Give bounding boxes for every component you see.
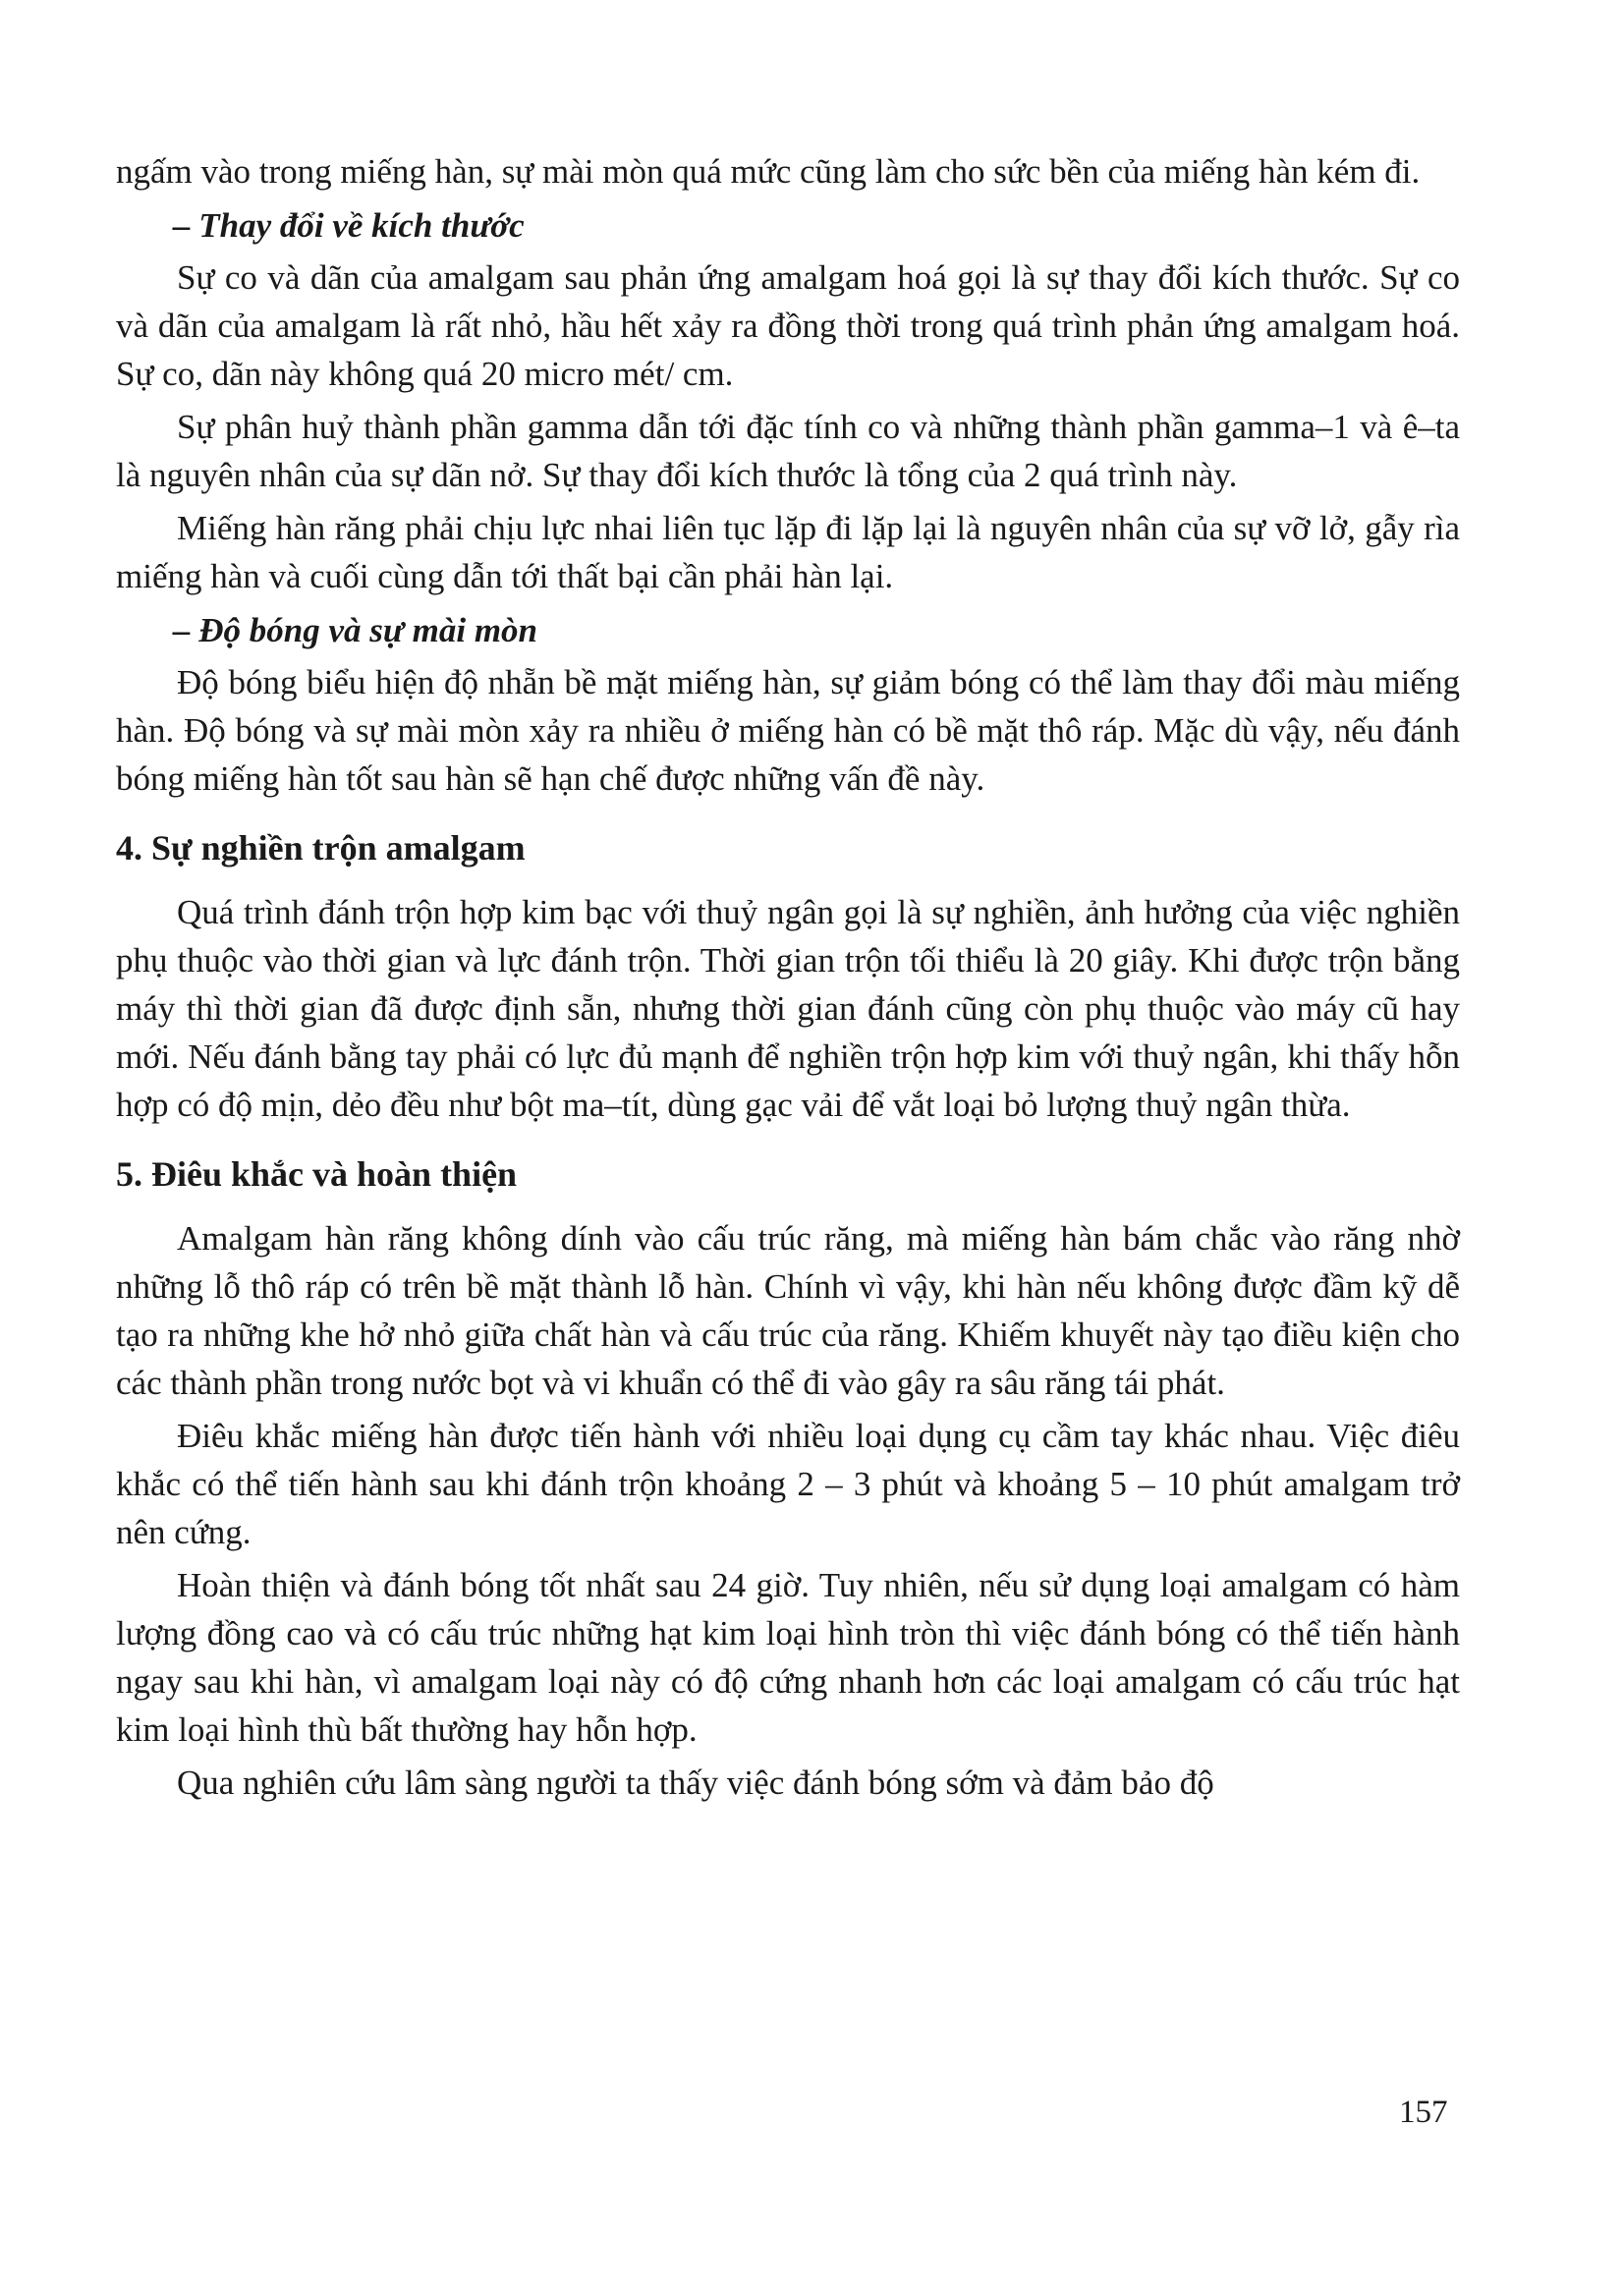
- paragraph: Quá trình đánh trộn hợp kim bạc với thuỷ ngân gọi là sự nghiền, ảnh hưởng của việc nghiền phụ thuộc vào thời gian và lực đánh trộn. Thời gian trộn tối thiểu là 20 giây. Khi được trộn bằng máy thì thời gian đã được định sẵn, nhưng thời gian đánh cũng còn phụ thuộc vào máy cũ hay mới. Nếu đánh bằng tay phải có lực đủ mạnh để nghiền trộn hợp kim với thuỷ ngân, khi thấy hỗn hợp có độ mịn, dẻo đều như bột ma–tít, dùng gạc vải để vắt loại bỏ lượng thuỷ ngân thừa.: [116, 893, 1460, 1124]
- page-body: [116, 147, 1460, 1812]
- paragraph: Sự phân huỷ thành phần gamma dẫn tới đặc tính co và những thành phần gamma–1 và ê–ta là nguyên nhân của sự dãn nở. Sự thay đổi kích thước là tổng của 2 quá trình này.: [116, 408, 1460, 494]
- page-number: 157: [1399, 2095, 1448, 2130]
- paragraph: Sự co và dãn của amalgam sau phản ứng amalgam hoá gọi là sự thay đổi kích thước. Sự co và dãn của amalgam là rất nhỏ, hầu hết xảy ra đồng thời trong quá trình phản ứng amalgam hoá. Sự co, dãn này không quá 20 micro mét/ cm.: [116, 258, 1460, 393]
- section-heading-trituration: 4. Sự nghiền trộn amalgam: [116, 828, 526, 868]
- subheading-dimension-change: – Thay đổi về kích thước: [173, 206, 525, 245]
- section-heading-carving-finishing: 5. Điêu khắc và hoàn thiện: [116, 1154, 518, 1194]
- paragraph: Qua nghiên cứu lâm sàng người ta thấy việc đánh bóng sớm và đảm bảo độ: [177, 1764, 1214, 1802]
- paragraph: Hoàn thiện và đánh bóng tốt nhất sau 24 giờ. Tuy nhiên, nếu sử dụng loại amalgam có hàm lượng đồng cao và có cấu trúc những hạt kim loại hình tròn thì việc đánh bóng có thể tiến hành ngay sau khi hàn, vì amalgam loại này có độ cứng nhanh hơn các loại amalgam có cấu trúc hạt kim loại hình thù bất thường hay hỗn hợp.: [116, 1566, 1460, 1749]
- paragraph: Điêu khắc miếng hàn được tiến hành với nhiều loại dụng cụ cầm tay khác nhau. Việc điêu khắc có thể tiến hành sau khi đánh trộn khoảng 2 – 3 phút và khoảng 5 – 10 phút amalgam trở nên cứng.: [116, 1417, 1460, 1551]
- paragraph-continuation: ngấm vào trong miếng hàn, sự mài mòn quá mức cũng làm cho sức bền của miếng hàn kém đi.: [116, 152, 1421, 191]
- paragraph: Amalgam hàn răng không dính vào cấu trúc răng, mà miếng hàn bám chắc vào răng nhờ những lỗ thô ráp có trên bề mặt thành lỗ hàn. Chính vì vậy, khi hàn nếu không được đầm kỹ dễ tạo ra những khe hở nhỏ giữa chất hàn và cấu trúc của răng. Khiếm khuyết này tạo điều kiện cho các thành phần trong nước bọt và vi khuẩn có thể đi vào gây ra sâu răng tái phát.: [116, 1219, 1460, 1402]
- paragraph: Miếng hàn răng phải chịu lực nhai liên tục lặp đi lặp lại là nguyên nhân của sự vỡ lở, gẫy rìa miếng hàn và cuối cùng dẫn tới thất bại cần phải hàn lại.: [116, 509, 1460, 595]
- paragraph: Độ bóng biểu hiện độ nhẵn bề mặt miếng hàn, sự giảm bóng có thể làm thay đổi màu miếng hàn. Độ bóng và sự mài mòn xảy ra nhiều ở miếng hàn có bề mặt thô ráp. Mặc dù vậy, nếu đánh bóng miếng hàn tốt sau hàn sẽ hạn chế được những vấn đề này.: [116, 663, 1460, 798]
- subheading-gloss-and-wear: – Độ bóng và sự mài mòn: [173, 611, 538, 649]
